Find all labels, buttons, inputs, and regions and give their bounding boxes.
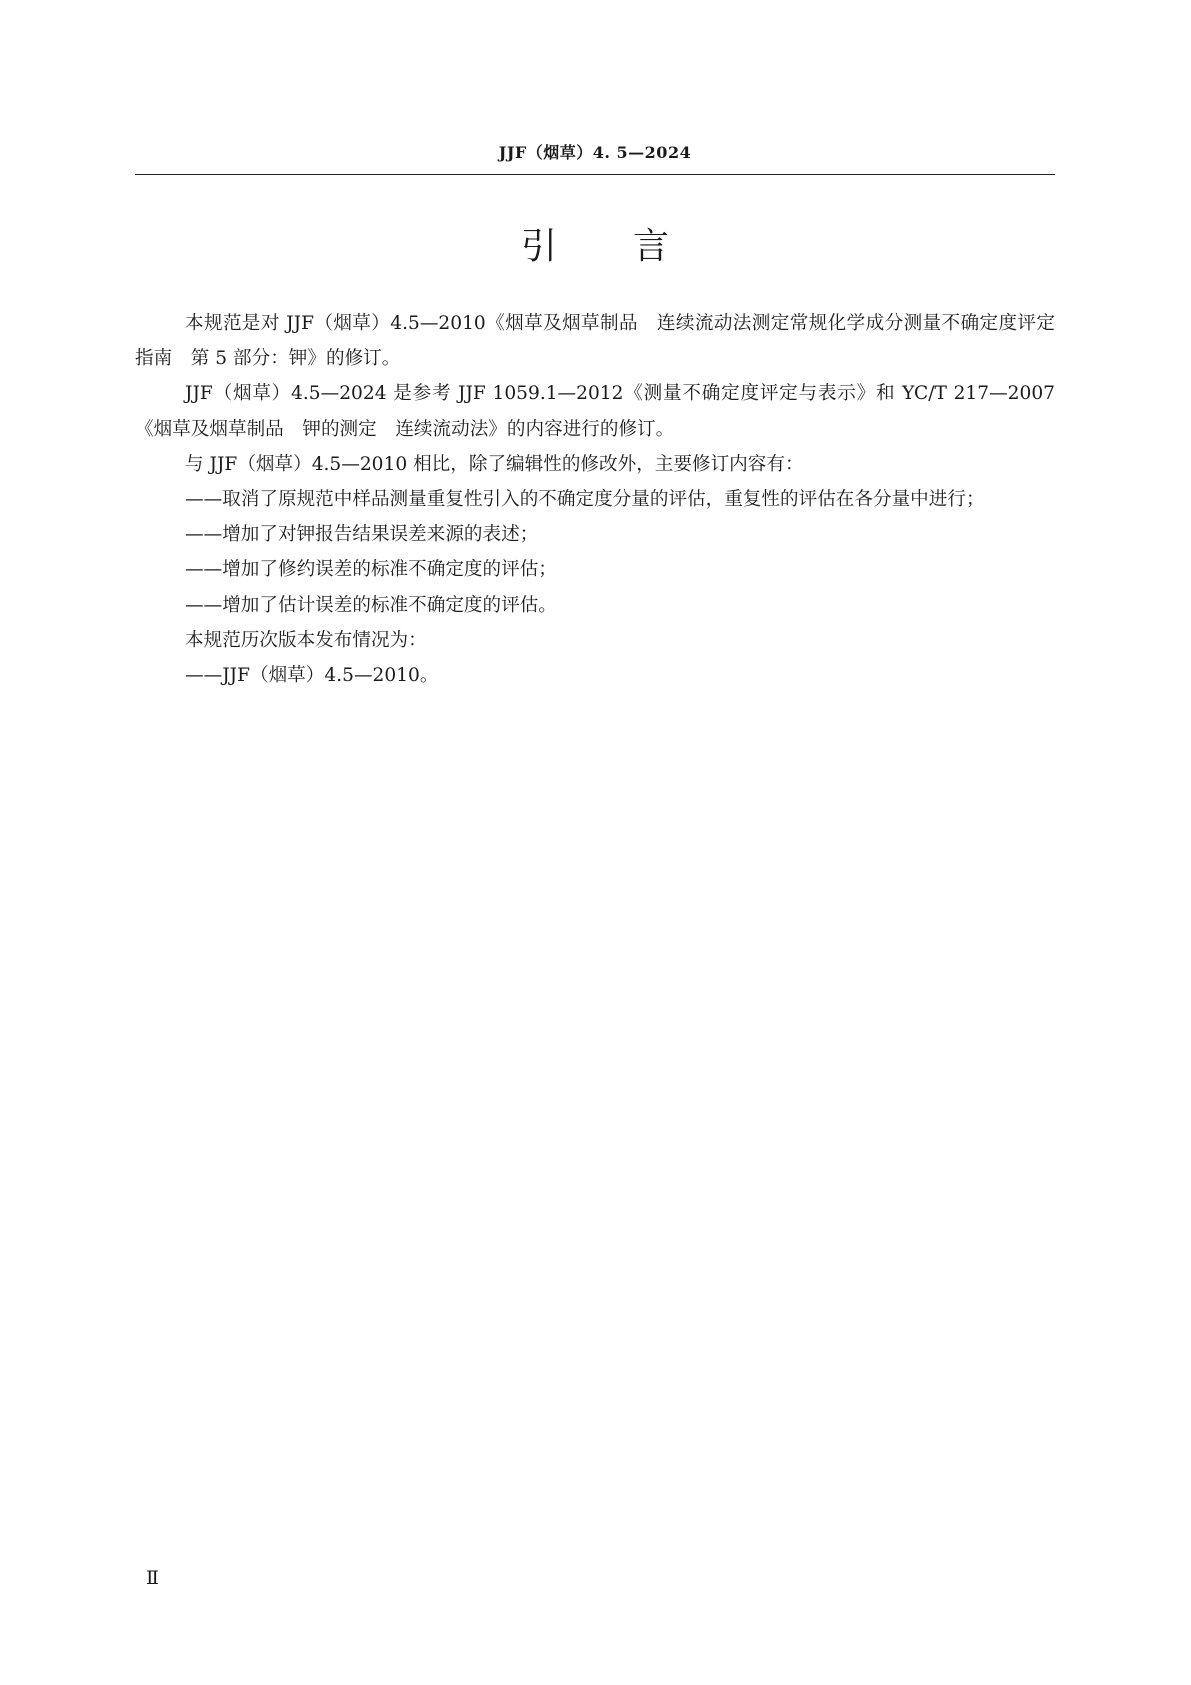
list-item-change-1: ——取消了原规范中样品测量重复性引入的不确定度分量的评估，重复性的评估在各分量中进行；	[185, 489, 985, 511]
section-title: 引言	[520, 226, 745, 267]
list-item-change-3: ——增加了修约误差的标准不确定度的评估；	[185, 559, 557, 581]
list-item-change-2: ——增加了对钾报告结果误差来源的表述；	[185, 524, 539, 546]
header-divider	[135, 174, 1055, 175]
paragraph-revision-statement: 本规范是对 JJF（烟草）4.5—2010《烟草及烟草制品 连续流动法测定常规化学成分测量不确定度评定指南 第 5 部分：钾》的修订。	[135, 313, 1055, 370]
paragraph-history-intro: 本规范历次版本发布情况为：	[185, 629, 427, 651]
list-item-change-4: ——增加了估计误差的标准不确定度的评估。	[185, 594, 557, 616]
document-header-code: JJF（烟草）4. 5—2024	[498, 143, 692, 162]
paragraph-changes-intro: 与 JJF（烟草）4.5—2010 相比，除了编辑性的修改外，主要修订内容有：	[185, 453, 804, 475]
list-item-history-1: ——JJF（烟草）4.5—2010。	[185, 665, 439, 687]
paragraph-references: JJF（烟草）4.5—2024 是参考 JJF 1059.1—2012《测量不确定度评定与表示》和 YC/T 217—2007《烟草及烟草制品 钾的测定 连续流动法》的内容进行的修订。	[135, 383, 1055, 440]
introduction-body	[135, 306, 1055, 693]
page-number: Ⅱ	[146, 1567, 159, 1589]
